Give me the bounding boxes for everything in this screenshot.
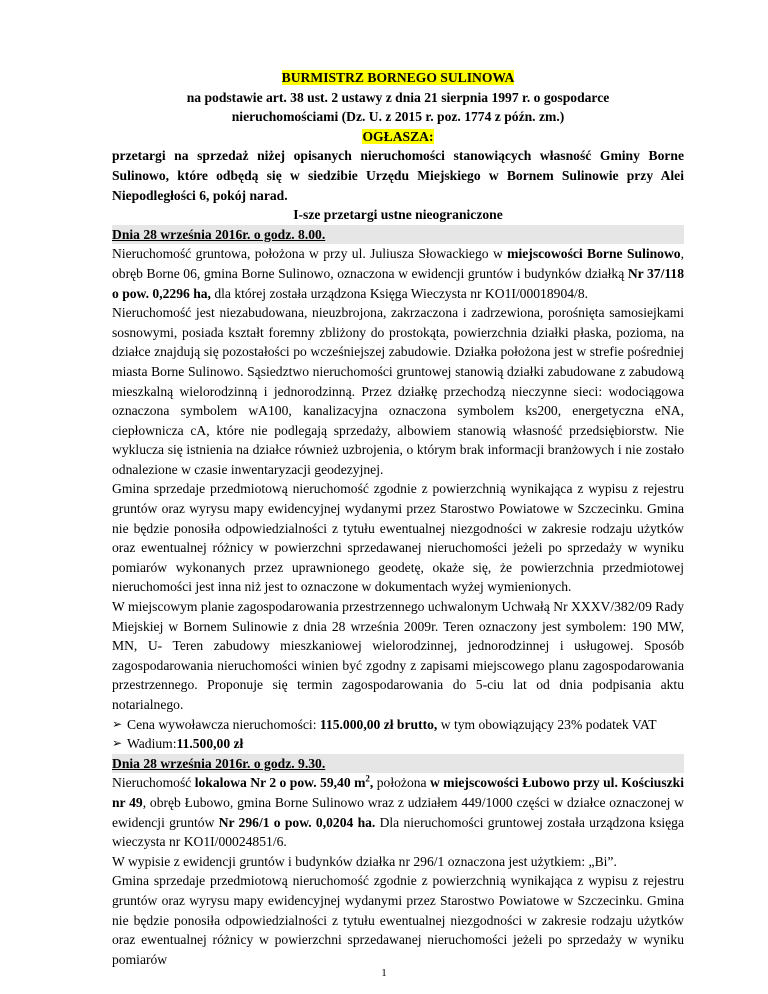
auction2-paragraph-2: W wypisie z ewidencji gruntów i budynków działka nr 296/1 oznaczona jest użytkiem: „Bi”.: [112, 853, 617, 869]
tender-type: I-sze przetargi ustne nieograniczone: [293, 207, 503, 223]
auction2-paragraph-1: Nieruchomość lokalowa Nr 2 o pow. 59,40 $m^2$, położona w miejscowości Łubowo przy ul. Kościuszki nr 49, obręb Łubowo, gmina Borne Sulinowo wraz z udziałem 449/1000 części w działce oznaczonej w ewidencji gruntów Nr 296/1 o pow. 0,0204 ha. Dla nieruchomości gruntowej została urządzona księga wieczysta nr KO1I/00024851/6.: [112, 773, 684, 850]
header-basis-line2: nieruchomościami (Dz. U. z 2015 r. poz. 1774 z późn. zm.): [231, 109, 565, 125]
header-basis-line1: na podstawie art. 38 ust. 2 ustawy z dnia 21 sierpnia 1997 r. o gospodarce: [186, 89, 610, 105]
auction1-deposit-item: ➢ Wadium:11.500,00 zł: [112, 734, 684, 754]
header-authority: BURMISTRZ BORNEGO SULINOWA: [281, 70, 515, 85]
auction1-paragraph-4: W miejscowym planie zagospodarowania przestrzennego uchwalonym Uchwałą Nr XXXV/382/09 Rady Miejskiej w Bornem Sulinowie z dnia 28 września 2009r. Teren oznaczony jest symbolem: 190 MW, MN, U- Teren zabudowy mieszkaniowej wielorodzinnej, jednorodzinnej i usługowej. Sposób zagospodarowania nieruchomości winien być zgodny z zapisami miejscowego planu zagospodarowania przestrzennego. Proponuje się termin zagospodarowania do 5-ciu lat od dnia podpisania aktu notarialnego.: [112, 599, 684, 712]
auction1-paragraph-3: Gmina sprzedaje przedmiotową nieruchomość zgodnie z powierzchnią wynikająca z wypisu z rejestru gruntów oraz wyrysu mapy ewidencyjnej wydanymi przez Starostwo Powiatowe w Szczecinku. Gmina nie będzie ponosiła odpowiedzialności z tytułu ewentualnej niezgodności w zakresie rodzaju użytków oraz ewentualnej różnicy w powierzchni sprzedawanej nieruchomości jeżeli po sprzedaży w wyniku pomiarów wykonanych przez uprawnionego geodetę, okaże się, że powierzchnia przedmiotowej nieruchomości jest inna niż jest to oznaczone w dokumentach wyżej wymienionych.: [112, 481, 684, 595]
arrow-bullet-icon: ➢: [112, 736, 123, 751]
auction1-price-item: ➢ Cena wywoławcza nieruchomości: 115.000,00 zł brutto, w tym obowiązujący 23% podatek VAT: [112, 715, 684, 735]
arrow-bullet-icon: ➢: [112, 716, 123, 731]
header-announces: OGŁASZA:: [362, 128, 434, 144]
auction1-date: Dnia 28 września 2016r. o godz. 8.00.: [112, 225, 684, 245]
auction2-paragraph-3: Gmina sprzedaje przedmiotową nieruchomość zgodnie z powierzchnią wynikająca z wypisu z rejestru gruntów oraz wyrysu mapy ewidencyjnej wydanymi przez Starostwo Powiatowe w Szczecinku. Gmina nie będzie ponosiła odpowiedzialności z tytułu ewentualnej niezgodności w zakresie rodzaju użytków oraz ewentualnej różnicy w powierzchni sprzedawanej nieruchomości jeżeli po sprzedaży w wyniku pomiarów: [112, 873, 684, 967]
page-number: 1: [381, 967, 387, 979]
auction2-date: Dnia 28 września 2016r. o godz. 9.30.: [112, 754, 684, 774]
auction1-paragraph-1: Nieruchomość gruntowa, położona w przy ul. Juliusza Słowackiego w miejscowości Borne Sulinowo, obręb Borne 06, gmina Borne Sulinowo, oznaczona w ewidencji gruntów i budynków działką Nr 37/118 o pow. 0,2296 ha, dla której została urządzona Księga Wieczysta nr KO1I/00018904/8.: [112, 246, 684, 301]
auction1-paragraph-2: Nieruchomość jest niezabudowana, nieuzbrojona, zakrzaczona i zadrzewiona, porośnięta samosiejkami sosnowymi, posiada kształt foremny zbliżony do prostokąta, powierzchnia działki płaska, pozioma, na działce znajdują się pozostałości po wcześniejszej zabudowie. Działka położona jest w strefie pośredniej miasta Borne Sulinowo. Sąsiedztwo nieruchomości gruntowej stanowią działki zabudowane z zabudową mieszkalną wielorodzinną i jednorodzinną. Przez działkę przechodzą nieczynne sieci: wodociągowa oznaczona symbolem wA100, kanalizacyjna oznaczona symbolem ks200, energetyczna eNA, ciepłownicza cA, które nie podlegają sprzedaży, albowiem stanowią własność przedsiębiorstw. Nie wyklucza się istnienia na działce również uzbrojenia, o którym brak informacji branżowych i nie zostało odnalezione w czasie inwentaryzacji geodezyjnej.: [112, 305, 684, 477]
document-body: [112, 68, 684, 969]
intro-paragraph: przetargi na sprzedaż niżej opisanych nieruchomości stanowiących własność Gminy Borne Sulinowo, które odbędą się w siedzibie Urzędu Miejskiego w Bornem Sulinowie przy Alei Niepodległości 6, pokój narad.: [112, 148, 684, 203]
